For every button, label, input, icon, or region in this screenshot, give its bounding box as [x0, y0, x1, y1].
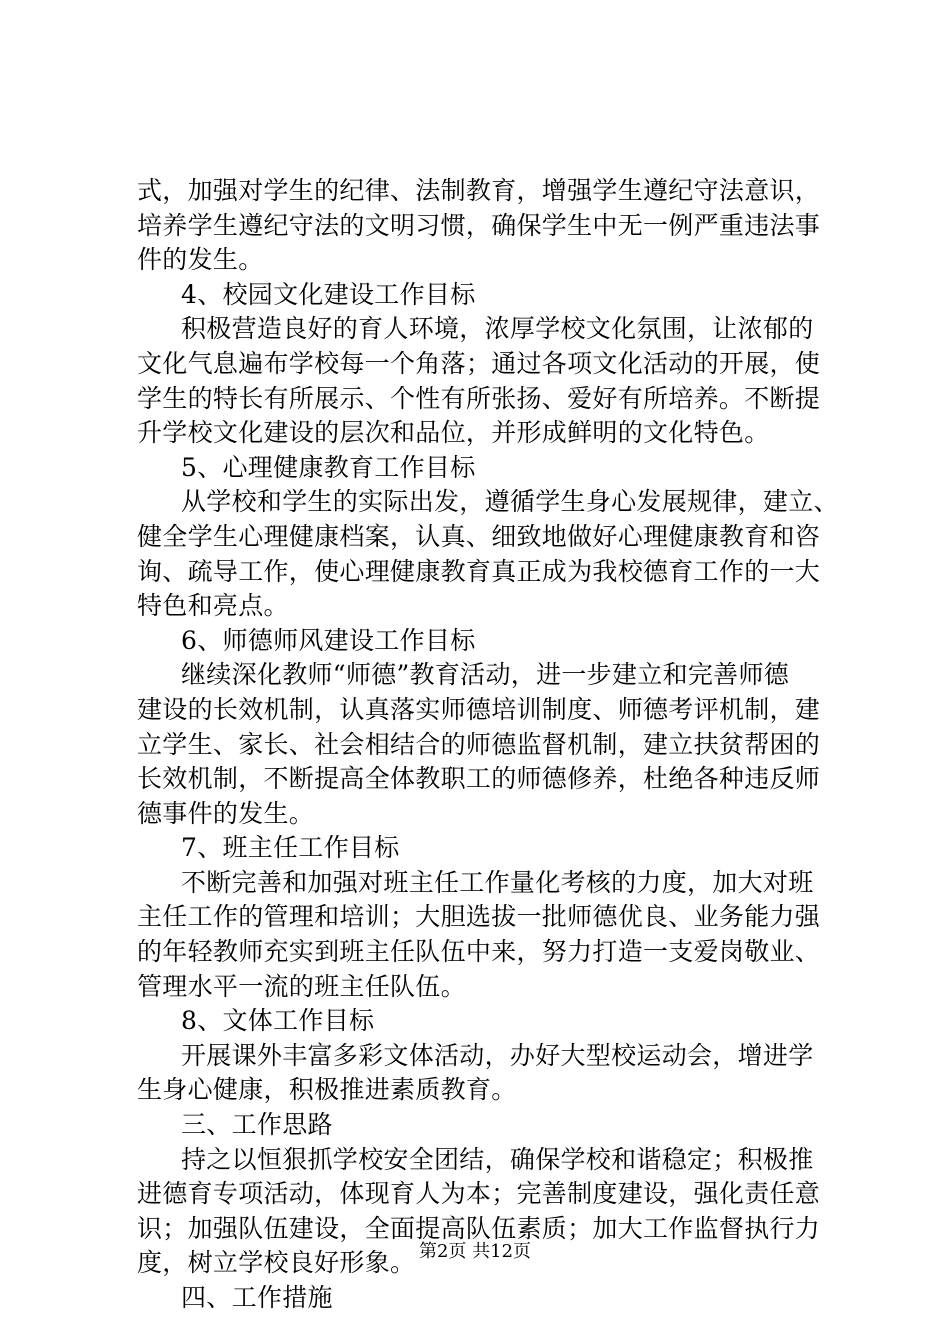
text-line: 8、文体工作目标	[181, 1006, 375, 1036]
text-line: 度，树立学校良好形象。	[137, 1248, 416, 1278]
text-line: 件的发生。	[137, 245, 264, 275]
text-line: 积极营造良好的育人环境，浓厚学校文化氛围，让浓郁的	[181, 314, 814, 344]
text-line: 进德育专项活动，体现育人为本；完善制度建设，强化责任意	[137, 1179, 821, 1209]
text-line: 询、疏导工作，使心理健康教育真正成为我校德育工作的一大	[137, 556, 821, 586]
text-line: 生身心健康，积极推进素质教育。	[137, 1075, 517, 1105]
page-footer: 第2页 共12页	[418, 1241, 532, 1262]
text-line: 继续深化教师“师德”教育活动，进一步建立和完善师德	[181, 660, 790, 690]
text-line: 管理水平一流的班主任队伍。	[137, 971, 466, 1001]
text-line: 培养学生遵纪守法的文明习惯，确保学生中无一例严重违法事	[137, 210, 821, 240]
text-line: 7、班主任工作目标	[181, 833, 400, 863]
text-line: 从学校和学生的实际出发，遵循学生身心发展规律，建立、	[181, 487, 839, 517]
document-body	[137, 174, 837, 1316]
text-line: 三、工作思路	[181, 1110, 333, 1140]
text-line: 学生的特长有所展示、个性有所张扬、爱好有所培养。不断提	[137, 383, 821, 413]
text-line: 文化气息遍布学校每一个角落；通过各项文化活动的开展，使	[137, 348, 821, 378]
text-line: 升学校文化建设的层次和品位，并形成鲜明的文化特色。	[137, 418, 770, 448]
text-line: 识；加强队伍建设，全面提高队伍素质；加大工作监督执行力	[137, 1213, 821, 1243]
text-line: 开展课外丰富多彩文体活动，办好大型校运动会，增进学	[181, 1040, 814, 1070]
text-line: 主任工作的管理和培训；大胆选拔一批师德优良、业务能力强	[137, 902, 821, 932]
text-line: 4、校园文化建设工作目标	[181, 279, 476, 309]
text-line: 不断完善和加强对班主任工作量化考核的力度，加大对班	[181, 867, 814, 897]
text-line: 长效机制，不断提高全体教职工的师德修养，杜绝各种违反师	[137, 764, 821, 794]
text-line: 立学生、家长、社会相结合的师德监督机制，建立扶贫帮困的	[137, 729, 821, 759]
text-line: 四、工作措施	[181, 1283, 333, 1312]
text-line: 健全学生心理健康档案，认真、细致地做好心理健康教育和咨	[137, 521, 821, 551]
text-line: 建设的长效机制，认真落实师德培训制度、师德考评机制，建	[137, 694, 821, 724]
text-line: 特色和亮点。	[137, 591, 289, 621]
text-line: 德事件的发生。	[137, 798, 315, 828]
text-line: 6、师德师风建设工作目标	[181, 625, 476, 655]
text-line: 5、心理健康教育工作目标	[181, 452, 476, 482]
text-line: 式，加强对学生的纪律、法制教育，增强学生遵纪守法意识，	[137, 176, 821, 205]
text-line: 持之以恒狠抓学校安全团结，确保学校和谐稳定；积极推	[181, 1144, 814, 1174]
text-line: 的年轻教师充实到班主任队伍中来，努力打造一支爱岗敬业、	[137, 937, 821, 967]
